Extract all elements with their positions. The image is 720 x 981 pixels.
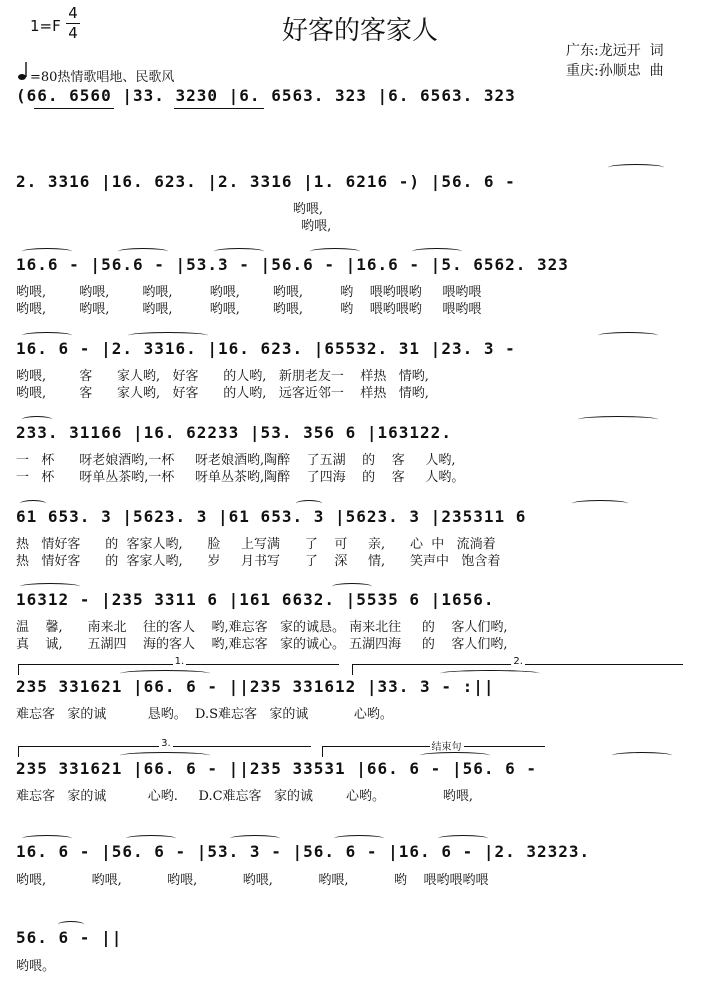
quarter-note-icon xyxy=(18,61,28,81)
lyric-line: 热 情好客 的 客家人哟, 脸 上写满 了 可 亲, 心 中 流淌着 xyxy=(16,537,496,550)
lyric-line: 哟喂, 哟喂, 哟喂, 哟喂, 哟喂, 哟 喂哟喂哟 喂哟喂 xyxy=(16,285,482,298)
lyric-line: 哟喂, xyxy=(16,219,332,232)
time-numerator: 4 xyxy=(68,4,78,22)
lyric-line: 哟喂, 客 家人哟, 好客 的人哟, 新朋老友一 样热 情哟, xyxy=(16,369,429,382)
score-line: 16312 - |235 3311 6 |161 6632. |5535 6 |1656. xyxy=(16,590,495,609)
score-line: 61 653. 3 |5623. 3 |61 653. 3 |5623. 3 |235311 6 xyxy=(16,507,527,526)
score-line: 2. 3316 |16. 623. |2. 3316 |1. 6216 -) |56. 6 - xyxy=(16,172,516,191)
lyric-line: 难忘客 家的诚 恳哟。 D.S难忘客 家的诚 心哟。 xyxy=(16,707,393,720)
lyric-line: 一 杯 呀单丛茶哟,一杯 呀单丛茶哟,陶醉 了四海 的 客 人哟。 xyxy=(16,470,465,483)
lyric-line: 温 馨, 南来北 往的客人 哟,难忘客 家的诚恳。 南来北往 的 客人们哟, xyxy=(16,620,508,633)
lyric-line: 哟喂。 xyxy=(16,959,56,972)
lyric-line: 哟喂, xyxy=(16,202,323,215)
score-line: 235 331621 |66. 6 - ||235 33531 |66. 6 - |56. 6 - xyxy=(16,759,538,778)
lyric-line: 难忘客 家的诚 心哟. D.C难忘客 家的诚 心哟。 哟喂, xyxy=(16,789,473,802)
ending-bracket: 结束句 xyxy=(322,746,545,757)
tempo-marking: =80热情歌唱地、民歌风 xyxy=(30,70,175,85)
lyric-line: 真 诚, 五湖四 海的客人 哟,难忘客 家的诚心。 五湖四海 的 客人们哟, xyxy=(16,637,508,650)
key-signature: 1=F xyxy=(30,17,61,35)
score-line: 16.6 - |56.6 - |53.3 - |56.6 - |16.6 - |5. 6562. 323 xyxy=(16,255,569,274)
score-line: (66. 6560 |33. 3230 |6. 6563. 323 |6. 6563. 323 xyxy=(16,86,516,105)
lyric-line: 热 情好客 的 客家人哟, 岁 月书写 了 深 情, 笑声中 饱含着 xyxy=(16,554,501,567)
song-title: 好客的客家人 xyxy=(281,16,438,46)
lyricist-credit: 广东:龙远开 词 xyxy=(566,43,664,59)
lyric-line: 哟喂, 哟喂, 哟喂, 哟喂, 哟喂, 哟 喂哟喂哟 喂哟喂 xyxy=(16,302,482,315)
score-line: 235 331621 |66. 6 - ||235 331612 |33. 3 - :|| xyxy=(16,677,495,696)
time-denominator: 4 xyxy=(68,24,78,42)
composer-credit: 重庆:孙顺忠 曲 xyxy=(566,63,664,79)
score-line: 16. 6 - |56. 6 - |53. 3 - |56. 6 - |16. 6 - |2. 32323. xyxy=(16,842,591,861)
lyric-line: 哟喂, 哟喂, 哟喂, 哟喂, 哟喂, 哟 喂哟喂哟喂 xyxy=(16,873,489,886)
volta-first: 1. xyxy=(18,664,339,675)
score-line: 56. 6 - || xyxy=(16,928,123,947)
score-line: 16. 6 - |2. 3316. |16. 623. |65532. 31 |23. 3 - xyxy=(16,339,516,358)
volta-third: 3. xyxy=(18,746,311,757)
lyric-line: 一 杯 呀老娘酒哟,一杯 呀老娘酒哟,陶醉 了五湖 的 客 人哟, xyxy=(16,453,456,466)
volta-second: 2. xyxy=(352,664,683,675)
score-line: 233. 31166 |16. 62233 |53. 356 6 |163122. xyxy=(16,423,452,442)
lyric-line: 哟喂, 客 家人哟, 好客 的人哟, 远客近邻一 样热 情哟, xyxy=(16,386,429,399)
